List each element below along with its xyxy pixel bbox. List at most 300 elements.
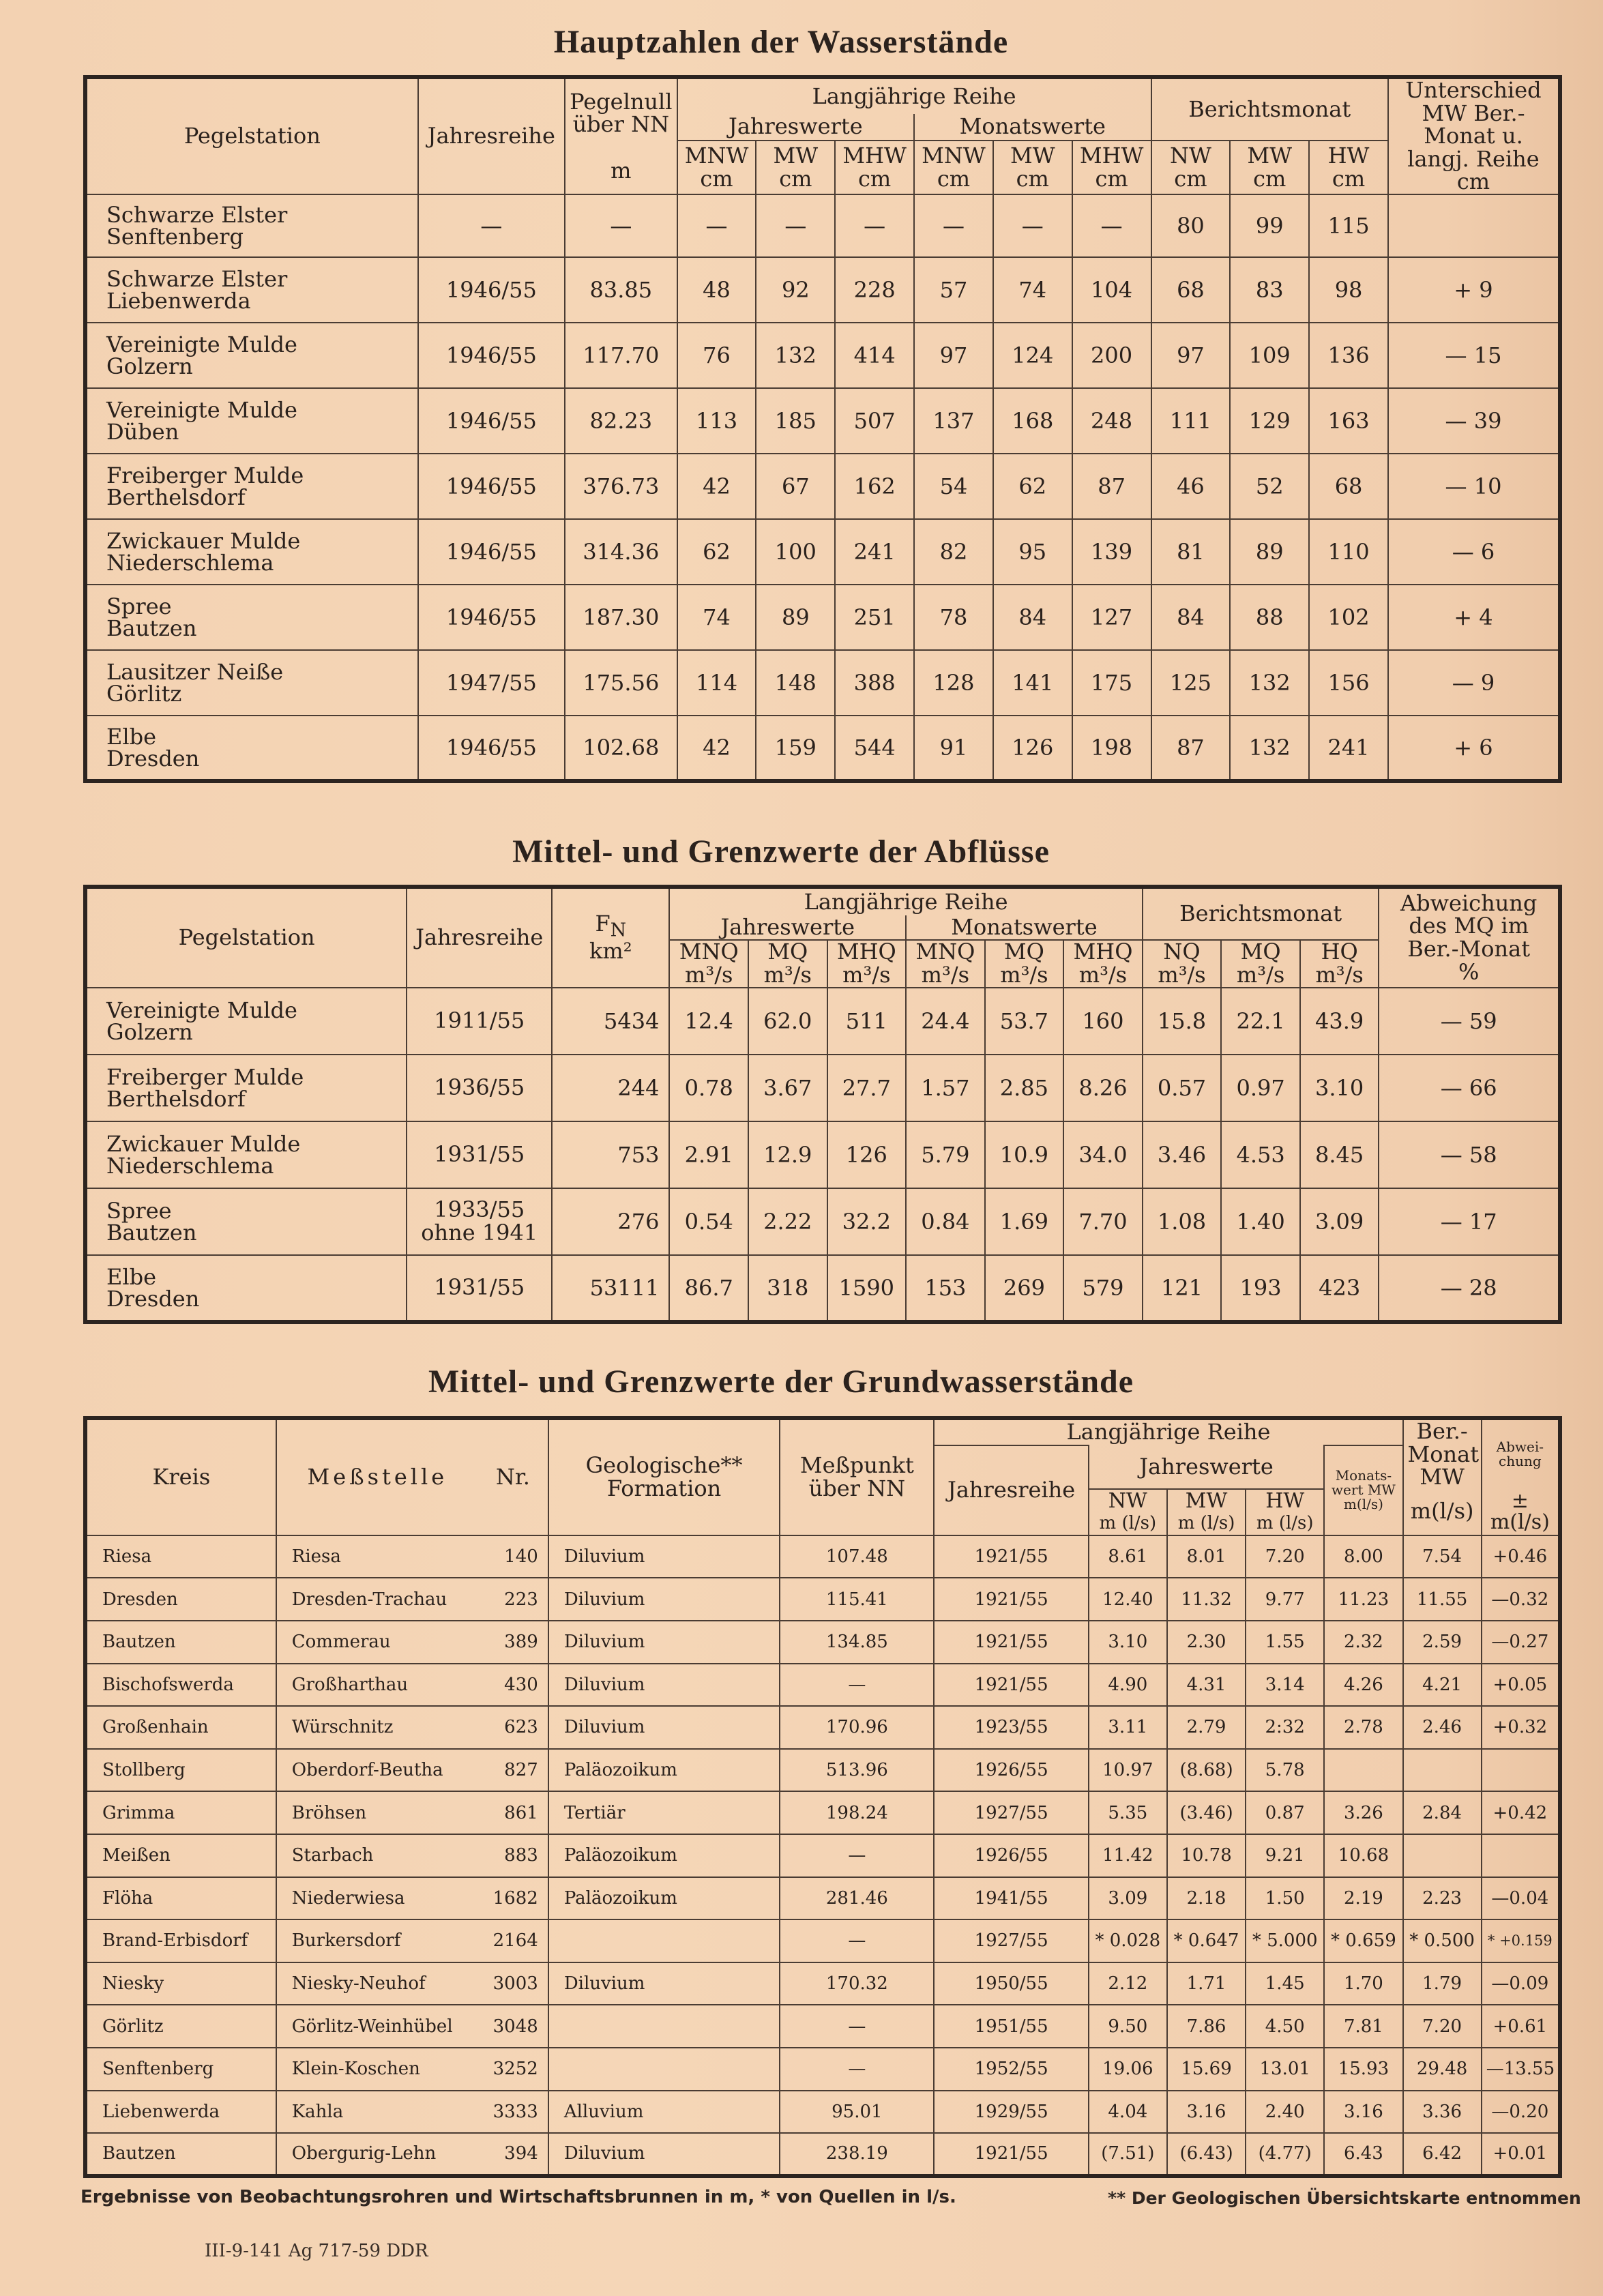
years-cell: 1952/55 [934, 2048, 1088, 2091]
table-row [85, 650, 1560, 716]
geology-cell: Diluvium [548, 1706, 780, 1749]
value-cell: 132 [756, 323, 835, 388]
col-unit: m³/s [1315, 962, 1364, 988]
nr-cell: 861 [478, 1791, 548, 1834]
deviation-cell: — 59 [1379, 988, 1560, 1055]
col-report-month: Berichtsmonat [1151, 77, 1388, 141]
value-cell: 200 [1072, 323, 1151, 388]
value-cell: 89 [1230, 519, 1309, 585]
ber-cell [1403, 1749, 1482, 1792]
table1-title: Hauptzahlen der Wasserstände [553, 24, 1009, 60]
nr-cell: 1682 [478, 1877, 548, 1920]
col-mhw-2 [835, 141, 914, 194]
monthly-cell: 2.19 [1324, 1877, 1402, 1920]
value-cell: — [835, 194, 914, 257]
value-cell: 198 [1072, 716, 1151, 781]
col-longterm: Langjährige Reihe [934, 1418, 1402, 1445]
messstelle-cell: Würschnitz [276, 1706, 478, 1749]
messpunkt-cell: 170.32 [780, 1962, 934, 2005]
table-row [85, 323, 1560, 388]
messstelle-cell: Görlitz-Weinhübel [276, 2005, 478, 2048]
col-mw: MW [1167, 1489, 1246, 1512]
hw-cell: 2:32 [1246, 1706, 1324, 1749]
mw-cell: 15.69 [1167, 2048, 1246, 2091]
value-cell: 124 [993, 323, 1072, 388]
value-cell: 97 [1151, 323, 1231, 388]
messpunkt-cell: 134.85 [780, 1621, 934, 1664]
value-cell: 168 [993, 388, 1072, 454]
col-mw-unit: m (l/s) [1167, 1512, 1246, 1535]
geology-cell: Paläozoikum [548, 1834, 780, 1877]
value-cell: 87 [1151, 716, 1231, 781]
value-cell: — [756, 194, 835, 257]
value-cell: 156 [1309, 650, 1388, 716]
nw-cell: 3.09 [1089, 1877, 1167, 1920]
value-cell: 251 [835, 585, 914, 650]
discharge-table [83, 885, 1562, 1324]
ber-cell: 2.23 [1403, 1877, 1482, 1920]
abweichung-cell: —0.27 [1482, 1621, 1560, 1664]
value-cell: 3.09 [1300, 1188, 1379, 1255]
value-cell: 78 [914, 585, 993, 650]
value-cell: 3.67 [748, 1055, 827, 1121]
ber-cell: 11.55 [1403, 1578, 1482, 1621]
monthly-cell [1324, 1749, 1402, 1792]
station-place: Niederschlema [106, 549, 274, 576]
hw-cell: 1.55 [1246, 1621, 1324, 1664]
value-cell: 82 [914, 519, 993, 585]
station-river: Zwickauer Mulde [106, 527, 301, 554]
col-geology: Geologische** Formation [548, 1418, 780, 1535]
mw-cell: (6.43) [1167, 2133, 1246, 2176]
col-label: MW [1247, 143, 1293, 168]
col-difference: Unterschied MW Ber.-Monat u. langj. Reihe cm [1388, 77, 1560, 194]
value-cell: 48 [677, 257, 756, 323]
monthly-cell: 11.23 [1324, 1578, 1402, 1621]
col-label: MHW [842, 143, 907, 168]
kreis-cell: Grimma [85, 1791, 276, 1834]
col-years: Jahresreihe [407, 887, 552, 988]
value-cell: 67 [756, 454, 835, 519]
col-monthly-mw: Monats-wert MW m(l/s) [1324, 1445, 1402, 1535]
col-label: MQ [1240, 940, 1281, 965]
messstelle-cell: Niederwiesa [276, 1877, 478, 1920]
ber-cell: 6.42 [1403, 2133, 1482, 2176]
col-label: NW [1169, 143, 1211, 168]
col-nw-6 [1151, 141, 1231, 194]
ber-cell: 29.48 [1403, 2048, 1482, 2091]
col-label: MNW [922, 143, 986, 168]
table-row [85, 1919, 1560, 1962]
value-cell: 2.85 [985, 1055, 1064, 1121]
value-cell: 388 [835, 650, 914, 716]
pegelnull-cell: 117.70 [565, 323, 677, 388]
col-station: Pegelstation [85, 77, 418, 194]
years-cell: 1929/55 [934, 2091, 1088, 2134]
ber-cell [1403, 1834, 1482, 1877]
geology-cell [548, 1919, 780, 1962]
table-row [85, 454, 1560, 519]
value-cell: 0.84 [906, 1188, 985, 1255]
value-cell: 62 [993, 454, 1072, 519]
years-cell: 1921/55 [934, 1535, 1088, 1578]
nw-cell: 4.90 [1089, 1664, 1167, 1707]
value-cell: — [1072, 194, 1151, 257]
col-messstelle: Meßstelle [276, 1418, 478, 1535]
groundwater-table [83, 1416, 1562, 2178]
value-cell: 137 [914, 388, 993, 454]
years-cell [407, 1121, 552, 1188]
ber-cell: * 0.500 [1403, 1919, 1482, 1962]
col-unit: m³/s [1078, 962, 1128, 988]
monthly-cell: 2.32 [1324, 1621, 1402, 1664]
monthly-cell: 3.26 [1324, 1791, 1402, 1834]
value-cell: 132 [1230, 650, 1309, 716]
mw-cell: 2.30 [1167, 1621, 1246, 1664]
catchment-cell: 244 [552, 1055, 669, 1121]
monthly-cell: 1.70 [1324, 1962, 1402, 2005]
nw-cell: 9.50 [1089, 2005, 1167, 2048]
value-cell: 22.1 [1221, 988, 1300, 1055]
messpunkt-cell: 198.24 [780, 1791, 934, 1834]
kreis-cell: Dresden [85, 1578, 276, 1621]
value-cell: 53.7 [985, 988, 1064, 1055]
value-cell: 2.91 [669, 1121, 748, 1188]
catchment-cell: 5434 [552, 988, 669, 1055]
kreis-cell: Bautzen [85, 2133, 276, 2176]
col-unit: cm [1332, 165, 1366, 192]
value-cell: 46 [1151, 454, 1231, 519]
years-cell: 1946/55 [418, 716, 565, 781]
station-river: Schwarze Elster [106, 265, 288, 292]
value-cell: 113 [677, 388, 756, 454]
kreis-cell: Görlitz [85, 2005, 276, 2048]
station-river: Vereinigte Mulde [106, 997, 297, 1023]
table-row [85, 1877, 1560, 1920]
water-levels-table [83, 75, 1562, 783]
nw-cell: (7.51) [1089, 2133, 1167, 2176]
value-cell: 88 [1230, 585, 1309, 650]
geology-cell: Alluvium [548, 2091, 780, 2134]
table-row [85, 194, 1560, 257]
table-row [85, 1255, 1560, 1322]
pegelnull-cell: 175.56 [565, 650, 677, 716]
value-cell: 83 [1230, 257, 1309, 323]
value-cell: 57 [914, 257, 993, 323]
footnote-left: Ergebnisse von Beobachtungsrohren und Wirtschaftsbrunnen in m, * von Quellen in l/s. [80, 2187, 956, 2207]
years-value: 1931/55 [434, 1274, 525, 1301]
monthly-cell: 7.81 [1324, 2005, 1402, 2048]
col-mhq-5 [1063, 940, 1143, 988]
mw-cell: 7.86 [1167, 2005, 1246, 2048]
nr-cell: 3048 [478, 2005, 548, 2048]
years-cell: 1946/55 [418, 323, 565, 388]
difference-cell: — 10 [1388, 454, 1560, 519]
abweichung-cell: +0.46 [1482, 1535, 1560, 1578]
station-place: Düben [106, 418, 179, 445]
hw-cell: 7.20 [1246, 1535, 1324, 1578]
kreis-cell: Meißen [85, 1834, 276, 1877]
mw-cell: (8.68) [1167, 1749, 1246, 1792]
table-row [85, 2005, 1560, 2048]
messstelle-cell: Dresden-Trachau [276, 1578, 478, 1621]
geology-cell: Tertiär [548, 1791, 780, 1834]
value-cell: 84 [1151, 585, 1231, 650]
col-label: MQ [1003, 940, 1044, 965]
hw-cell: 9.21 [1246, 1834, 1324, 1877]
value-cell: 3.10 [1300, 1055, 1379, 1121]
years-cell: 1946/55 [418, 257, 565, 323]
value-cell: 84 [993, 585, 1072, 650]
col-label: NQ [1163, 940, 1201, 965]
station-cell [85, 388, 418, 454]
table-row [85, 1578, 1560, 1621]
col-mw-7 [1230, 141, 1309, 194]
ber-cell: 4.21 [1403, 1664, 1482, 1707]
col-mnw-3 [914, 141, 993, 194]
value-cell: 114 [677, 650, 756, 716]
value-cell: 241 [835, 519, 914, 585]
value-cell: 0.54 [669, 1188, 748, 1255]
messpunkt-cell: — [780, 2048, 934, 2091]
value-cell: 74 [993, 257, 1072, 323]
col-mw-4 [993, 141, 1072, 194]
col-report-month: Berichtsmonat [1143, 887, 1379, 940]
messstelle-cell: Commerau [276, 1621, 478, 1664]
abweichung-cell: +0.01 [1482, 2133, 1560, 2176]
mw-cell: * 0.647 [1167, 1919, 1246, 1962]
years-value: 1933/55 [434, 1196, 525, 1223]
geology-cell: Diluvium [548, 1664, 780, 1707]
kreis-cell: Senftenberg [85, 2048, 276, 2091]
value-cell: 100 [756, 519, 835, 585]
station-cell [85, 1121, 407, 1188]
value-cell: 97 [914, 323, 993, 388]
geology-cell [548, 2005, 780, 2048]
ber-cell: 3.36 [1403, 2091, 1482, 2134]
col-unit: m³/s [685, 962, 733, 988]
col-mnw-0 [677, 141, 756, 194]
value-cell: 0.97 [1221, 1055, 1300, 1121]
kreis-cell: Großenhain [85, 1706, 276, 1749]
table2-title: Mittel- und Grenzwerte der Abflüsse [512, 834, 1050, 870]
hw-cell: 13.01 [1246, 2048, 1324, 2091]
messpunkt-cell: — [780, 1919, 934, 1962]
mw-cell: (3.46) [1167, 1791, 1246, 1834]
col-unit: cm [700, 165, 733, 192]
years-cell: 1921/55 [934, 1621, 1088, 1664]
station-place: Golzern [106, 353, 193, 379]
col-label: MNQ [679, 940, 739, 965]
mw-cell: 8.01 [1167, 1535, 1246, 1578]
years-cell: 1946/55 [418, 454, 565, 519]
table-row [85, 257, 1560, 323]
geology-cell: Paläozoikum [548, 1877, 780, 1920]
nr-cell: 827 [478, 1749, 548, 1792]
abweichung-cell [1482, 1749, 1560, 1792]
col-label: MW [1010, 143, 1055, 168]
hw-cell: 3.14 [1246, 1664, 1324, 1707]
col-station: Pegelstation [85, 887, 407, 988]
monthly-cell: * 0.659 [1324, 1919, 1402, 1962]
value-cell: 5.79 [906, 1121, 985, 1188]
col-mhq-2 [827, 940, 907, 988]
mw-cell: 4.31 [1167, 1664, 1246, 1707]
station-river: Elbe [106, 1264, 157, 1290]
value-cell: 1.08 [1143, 1188, 1222, 1255]
hw-cell: 0.87 [1246, 1791, 1324, 1834]
kreis-cell: Liebenwerda [85, 2091, 276, 2134]
ber-cell: 2.46 [1403, 1706, 1482, 1749]
catchment-cell: 53111 [552, 1255, 669, 1322]
deviation-cell: — 66 [1379, 1055, 1560, 1121]
value-cell: 86.7 [669, 1255, 748, 1322]
messstelle-cell: Kahla [276, 2091, 478, 2134]
pegelnull-cell: 376.73 [565, 454, 677, 519]
col-unit: m³/s [842, 962, 891, 988]
col-nw: NW [1089, 1489, 1167, 1512]
value-cell: 81 [1151, 519, 1231, 585]
ber-cell: 2.84 [1403, 1791, 1482, 1834]
station-place: Dresden [106, 745, 200, 771]
deviation-cell: — 17 [1379, 1188, 1560, 1255]
value-cell: 87 [1072, 454, 1151, 519]
col-longterm: Langjährige Reihe [669, 887, 1142, 915]
col-ber-month: Ber.-Monat MW [1403, 1418, 1482, 1489]
kreis-cell: Bautzen [85, 1621, 276, 1664]
value-cell: 125 [1151, 650, 1231, 716]
hw-cell: 1.45 [1246, 1962, 1324, 2005]
value-cell: 160 [1063, 988, 1143, 1055]
value-cell: 141 [993, 650, 1072, 716]
abweichung-cell: +0.42 [1482, 1791, 1560, 1834]
monthly-cell: 4.26 [1324, 1664, 1402, 1707]
col-jahresreihe: Jahresreihe [934, 1445, 1088, 1535]
table3-title: Mittel- und Grenzwerte der Grundwasserstände [428, 1364, 1134, 1400]
messpunkt-cell: 107.48 [780, 1535, 934, 1578]
nw-cell: 8.61 [1089, 1535, 1167, 1578]
years-cell: 1921/55 [934, 2133, 1088, 2176]
pegelnull-cell: — [565, 194, 677, 257]
col-nr: Nr. [478, 1418, 548, 1535]
mw-cell: 10.78 [1167, 1834, 1246, 1877]
abweichung-cell [1482, 1834, 1560, 1877]
difference-cell: + 4 [1388, 585, 1560, 650]
value-cell: 12.9 [748, 1121, 827, 1188]
station-place: Niederschlema [106, 1153, 274, 1179]
pegelnull-cell: 83.85 [565, 257, 677, 323]
nr-cell: 223 [478, 1578, 548, 1621]
col-hw: HW [1246, 1489, 1324, 1512]
nr-cell: 623 [478, 1706, 548, 1749]
value-cell: 511 [827, 988, 907, 1055]
difference-cell: + 6 [1388, 716, 1560, 781]
monthly-cell: 6.43 [1324, 2133, 1402, 2176]
kreis-cell: Flöha [85, 1877, 276, 1920]
value-cell: 89 [756, 585, 835, 650]
value-cell: 126 [827, 1121, 907, 1188]
years-cell [407, 1188, 552, 1255]
station-cell [85, 650, 418, 716]
col-label: MW [773, 143, 819, 168]
table-row [85, 1621, 1560, 1664]
value-cell: 241 [1309, 716, 1388, 781]
messstelle-cell: Riesa [276, 1535, 478, 1578]
nr-cell: 389 [478, 1621, 548, 1664]
messpunkt-cell: 281.46 [780, 1877, 934, 1920]
col-longterm: Langjährige Reihe [677, 77, 1151, 114]
ber-cell: 1.79 [1403, 1962, 1482, 2005]
catchment-cell: 753 [552, 1121, 669, 1188]
col-deviation: Abweichung des MQ im Ber.-Monat % [1379, 887, 1560, 988]
pegelnull-cell: 187.30 [565, 585, 677, 650]
value-cell: 162 [835, 454, 914, 519]
table-row [85, 388, 1560, 454]
col-hw-8 [1309, 141, 1388, 194]
value-cell: 115 [1309, 194, 1388, 257]
nr-cell: 140 [478, 1535, 548, 1578]
deviation-cell: — 58 [1379, 1121, 1560, 1188]
col-mq-7 [1221, 940, 1300, 988]
value-cell: — [914, 194, 993, 257]
value-cell: 8.26 [1063, 1055, 1143, 1121]
value-cell: 74 [677, 585, 756, 650]
col-label: MHQ [836, 940, 896, 965]
years-cell: 1946/55 [418, 585, 565, 650]
value-cell: 121 [1143, 1255, 1222, 1322]
col-messpunkt: Meßpunkt über NN [780, 1418, 934, 1535]
station-cell [85, 519, 418, 585]
abweichung-cell: +0.32 [1482, 1706, 1560, 1749]
kreis-cell: Stollberg [85, 1749, 276, 1792]
station-place: Liebenwerda [106, 287, 251, 314]
value-cell: 68 [1151, 257, 1231, 323]
col-mnq-0 [669, 940, 748, 988]
station-cell [85, 585, 418, 650]
col-unit: cm [1174, 165, 1207, 192]
years-cell: — [418, 194, 565, 257]
mw-cell: 2.79 [1167, 1706, 1246, 1749]
col-unit: cm [779, 165, 812, 192]
years-value: 1911/55 [434, 1007, 525, 1034]
years-cell: 1951/55 [934, 2005, 1088, 2048]
value-cell: 159 [756, 716, 835, 781]
station-cell [85, 323, 418, 388]
value-cell: 43.9 [1300, 988, 1379, 1055]
value-cell: 111 [1151, 388, 1231, 454]
col-nq-6 [1143, 940, 1222, 988]
geology-cell: Diluvium [548, 1621, 780, 1664]
abweichung-cell: * +0.159 [1482, 1919, 1560, 1962]
nw-cell: 19.06 [1089, 2048, 1167, 2091]
value-cell: 34.0 [1063, 1121, 1143, 1188]
station-river: Zwickauer Mulde [106, 1131, 301, 1157]
abweichung-cell: —0.09 [1482, 1962, 1560, 2005]
monthly-cell: 3.16 [1324, 2091, 1402, 2134]
kreis-cell: Brand-Erbisdorf [85, 1919, 276, 1962]
station-river: Freiberger Mulde [106, 462, 304, 488]
value-cell: 1590 [827, 1255, 907, 1322]
station-river: Lausitzer Neiße [106, 658, 284, 685]
value-cell: 175 [1072, 650, 1151, 716]
messpunkt-cell: — [780, 1834, 934, 1877]
station-river: Freiberger Mulde [106, 1064, 304, 1090]
value-cell: 3.46 [1143, 1121, 1222, 1188]
col-catchment: $F_N$ km² [552, 887, 669, 988]
messstelle-cell: Klein-Koschen [276, 2048, 478, 2091]
mw-cell: 11.32 [1167, 1578, 1246, 1621]
value-cell: 126 [993, 716, 1072, 781]
